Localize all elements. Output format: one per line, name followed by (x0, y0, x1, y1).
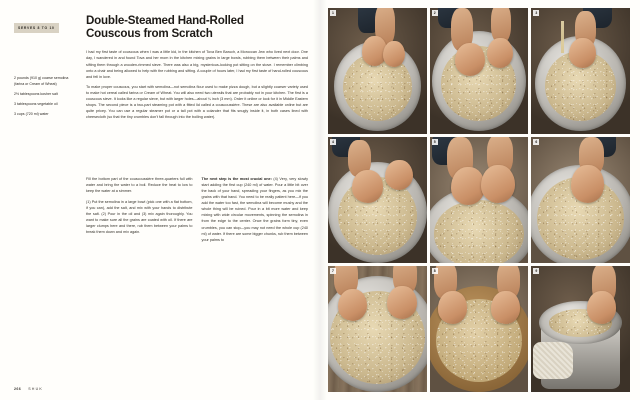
list-item: 3 cups (720 ml) water (14, 111, 49, 116)
photo-bowl-oil (531, 8, 630, 134)
recipe-headnote (86, 49, 308, 124)
list-item: 2½ tablespoons kosher salt (14, 91, 58, 96)
photo-cell (531, 137, 630, 263)
photo-bowl-salt (328, 8, 427, 134)
photo-hands-rub (430, 137, 529, 263)
page-number: 266 (14, 387, 22, 391)
step-paragraph: (1) Put the semolina in a large bowl (pick one with a flat bottom, if you can), add the salt, and mix with your hands to distribute the salt. (2) Pour in the oil and (3) mix again thoroughly. You want to make sure all the grains are coated with oil. If there are larger clumps here and there, rub them between your palms to break them down and mix again. (86, 199, 193, 234)
headnote-paragraph: To make proper couscous, you start with semolina—not semolina flour used to make pizza dough, but a slightly coarser variety used to make hot cereal called farina or Cream of Wheat. You will also need two utensils that are probably not in your kitchen. The first is a couscous sieve. It looks like a regular sieve, but with larger holes—about ¼ inch (3 mm). Order it online or look for it in Middle Eastern shops. The second piece is a two-part steaming pot with a fitted lid called a couscoussière. These are also available online but are quite pricey. You can use a regular steamer pot or a tall pot with a colander that fits snugly inside it, in both cases lined with cheesecloth (so that the tiny crumbles don't fall through into the boiling water). (86, 84, 308, 120)
recipe-steps (86, 176, 308, 247)
folio (14, 387, 43, 391)
photo-cell (430, 8, 529, 134)
photo-number: 6 (533, 139, 539, 145)
photo-cell (328, 137, 427, 263)
step-body: (4) Very, very slowly start adding the first cup (240 ml) of water. Pour a little bit over the back of your hand, spreading your fingers, as you mix the grains with that hand. You need to be really patient here—if you add the water too fast, the semolina will become mushy and the whole thing will be ruined. Pour in a bit more water and keep mixing with wide circular movements, spinning the semolina in from the edge to the center. Once the grains form tiny, even crumbles, you can stop—you may not need the whole cup (240 ml) of water. If there are some bigger chunks, rub them between your palms to (201, 177, 309, 242)
photo-number: 2 (432, 10, 438, 16)
list-item: 3 tablespoons vegetable oil (14, 101, 58, 106)
photo-number: 7 (330, 268, 336, 274)
photo-number: 9 (533, 268, 539, 274)
photo-number: 5 (432, 139, 438, 145)
right-page (320, 0, 640, 400)
photo-cell (328, 8, 427, 134)
step-paragraph (202, 176, 309, 243)
photo-number: 8 (432, 268, 438, 274)
photo-bowl-water (328, 137, 427, 263)
steps-column-left (86, 176, 193, 247)
photo-cell (328, 266, 427, 392)
running-title: SHUK (28, 387, 43, 391)
serves-badge: SERVES 8 TO 10 (14, 23, 59, 32)
recipe-meta-column (14, 14, 76, 358)
photo-number: 1 (330, 10, 336, 16)
step-lead-in: The next step is the most crucial one: (201, 177, 272, 181)
list-item: 2 pounds (910 g) coarse semolina (farina or Cream of Wheat) (14, 76, 69, 86)
photo-cell (430, 137, 529, 263)
photo-crumbles (531, 137, 630, 263)
photo-steamer (531, 266, 630, 392)
photo-cell (531, 8, 630, 134)
photo-number: 4 (330, 139, 336, 145)
photo-cell (531, 266, 630, 392)
photo-grid (328, 8, 630, 392)
steps-column-right (202, 176, 309, 247)
page-title: Double-Steamed Hand-Rolled Couscous from Scratch (86, 14, 244, 41)
photo-spread (328, 266, 427, 392)
headnote-paragraph: I had my first taste of couscous when I was a little kid, in the kitchen of Tova Ben Baruch, a Moroccan Jew who lived next door. One day, I wandered in and found Tova and her mom in the kitchen mixing grains in large bowls, rubbing them between their palms and sifting them through a wooden-rimmed sieve. There was also a big, mysterious-looking pot sitting on the stove. I remember climbing onto a chair and being allowed to help with the rubbing and sifting. A couple of hours later, I had my first taste of hand-rolled couscous and fell in love. (86, 50, 308, 79)
photo-cell (430, 266, 529, 392)
photo-sieve (430, 266, 529, 392)
photo-bowl-mix (430, 8, 529, 134)
photo-number: 3 (533, 10, 539, 16)
ingredient-list (14, 76, 76, 117)
step-paragraph: Fill the bottom part of the couscoussière three-quarters full with water and bring the water to a boil. Reduce the heat to low to keep the water at a simmer. (86, 177, 193, 194)
